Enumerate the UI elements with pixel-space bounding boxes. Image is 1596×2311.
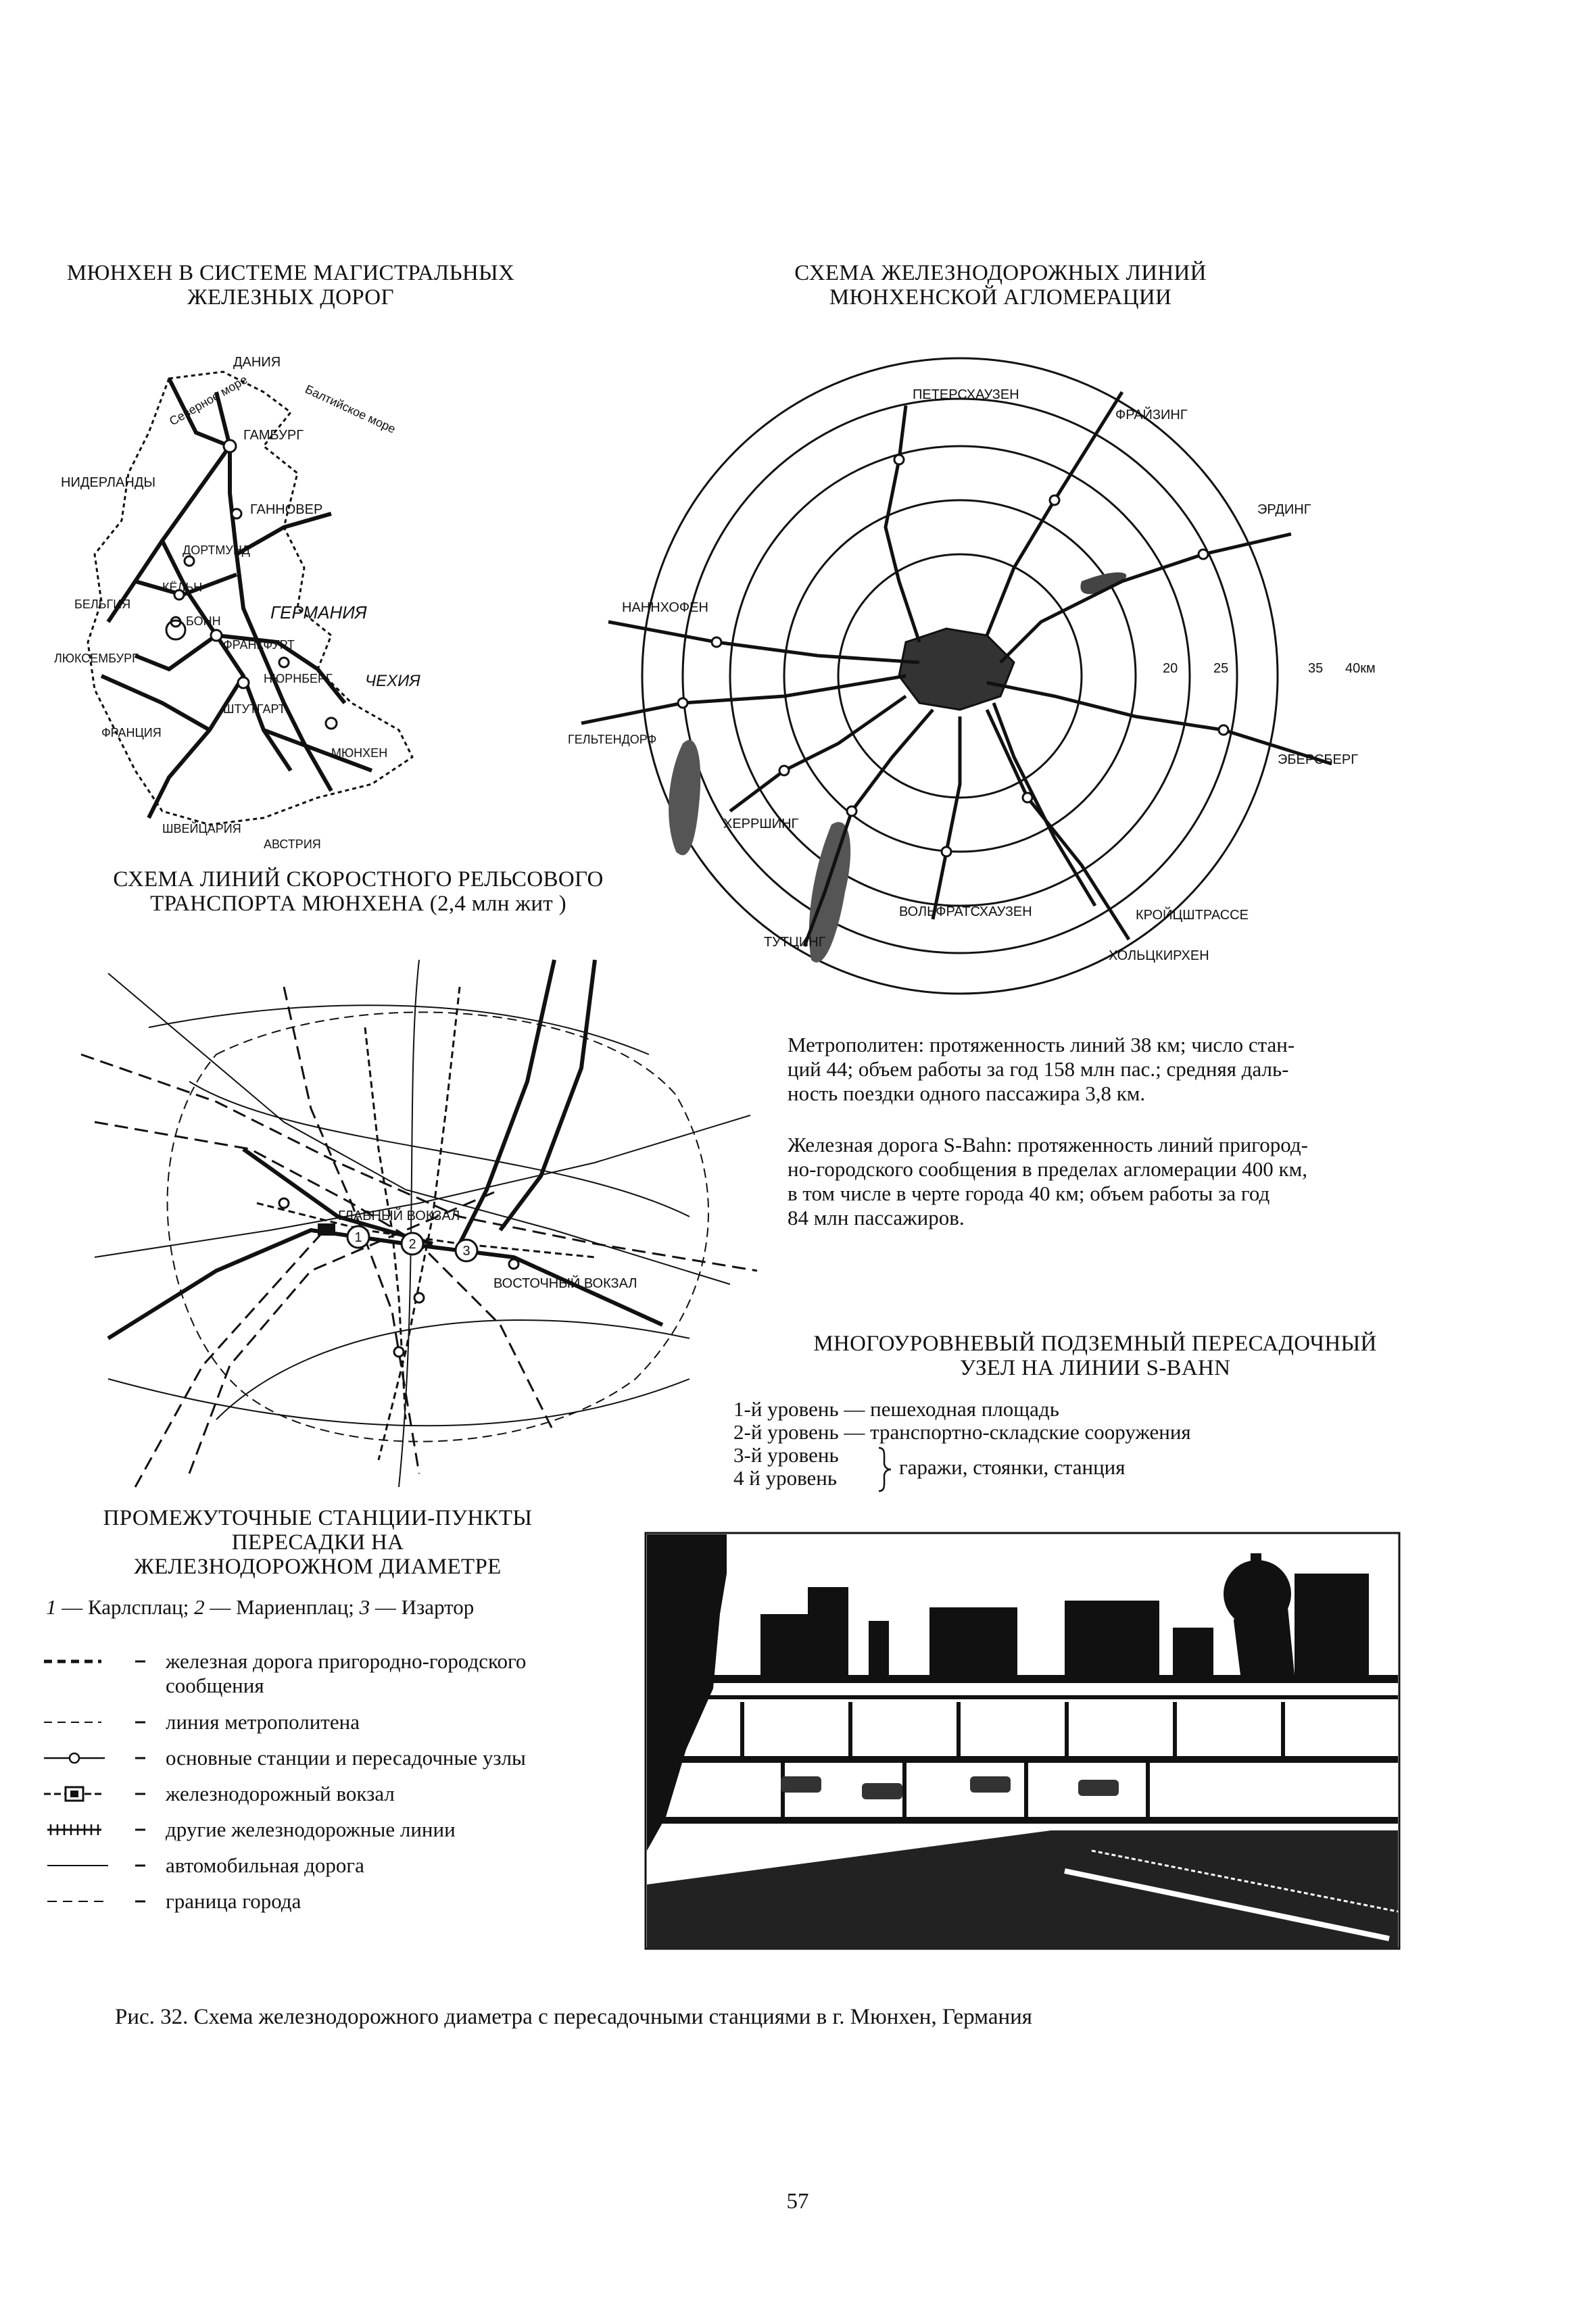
sbahn-line bbox=[886, 406, 919, 642]
rail-line bbox=[500, 960, 595, 1230]
road bbox=[216, 1320, 690, 1419]
rail-station-icon bbox=[44, 1782, 159, 1805]
legend-label: железная дорога пригородно-городского bbox=[166, 1649, 527, 1673]
city-dot bbox=[211, 630, 222, 641]
sbahn-stats-line: но-городского сообщения в пределах агломерации 400 км, bbox=[788, 1157, 1307, 1181]
sbahn-stats-line: в том числе в черте города 40 км; объем работы за год bbox=[788, 1182, 1270, 1205]
legend-label: основные станции и пересадочные узлы bbox=[166, 1746, 526, 1770]
figure-caption: Рис. 32. Схема железнодорожного диаметра с пересадочными станциями в г. Мюнхен, Германия bbox=[115, 2005, 1032, 2029]
map-label: ФРАЙЗИНГ bbox=[1115, 408, 1188, 422]
legend-item bbox=[44, 1818, 652, 1845]
rail-line bbox=[162, 541, 291, 771]
map-label: КРОЙЦШТРАССЕ bbox=[1136, 908, 1249, 923]
map-label: НИДЕРЛАНДЫ bbox=[61, 475, 156, 490]
map-label: АВСТРИЯ bbox=[264, 837, 321, 851]
road bbox=[95, 1115, 750, 1257]
legend-item bbox=[44, 1710, 652, 1737]
ring-label: 25 bbox=[1213, 661, 1229, 676]
munich-city-area bbox=[899, 629, 1014, 710]
sbahn-line bbox=[581, 676, 906, 723]
rail-line bbox=[149, 676, 243, 818]
map-label: ШТУТГАРТ bbox=[223, 702, 286, 716]
main-station-marker bbox=[318, 1223, 335, 1236]
station-dot bbox=[1050, 495, 1059, 505]
map-label: ГАННОВЕР bbox=[250, 502, 323, 517]
station-dot bbox=[414, 1293, 424, 1303]
transfer-station-icon bbox=[44, 1746, 159, 1769]
level-2: 2-й уровень — транспортно-складские сооружения bbox=[733, 1420, 1191, 1444]
lake-ammersee bbox=[669, 740, 700, 855]
map-label: ГЛАВНЫЙ ВОКЗАЛ bbox=[338, 1209, 460, 1223]
map-label: ГЕЛЬТЕНДОРФ bbox=[568, 733, 657, 746]
map-label: ГАМБУРГ bbox=[243, 428, 304, 443]
heading-line: ТРАНСПОРТА МЮНХЕНА (2,4 млн жит ) bbox=[150, 892, 566, 916]
map-label: НЮРНБЕРГ bbox=[264, 672, 333, 685]
station-dot bbox=[894, 455, 904, 464]
map-label: ЭРДИНГ bbox=[1257, 502, 1311, 517]
rail-line bbox=[101, 676, 210, 730]
city-boundary-icon bbox=[44, 1889, 159, 1912]
map-label: НАННХОФЕН bbox=[622, 600, 708, 615]
station-dot bbox=[942, 847, 951, 856]
heading-line: СХЕМА ЛИНИЙ СКОРОСТНОГО РЕЛЬСОВОГО bbox=[113, 867, 604, 892]
map-label: БЕЛЬГИЯ bbox=[74, 598, 131, 611]
map-label: Балтийское море bbox=[303, 382, 398, 436]
map-label: Северное море bbox=[167, 372, 250, 429]
map-label: КЁЛЬН bbox=[162, 581, 203, 594]
map-label: ФРАНКФУРТ bbox=[223, 638, 295, 652]
underground-node-illustration bbox=[646, 1533, 1399, 1949]
map-label: ДАНИЯ bbox=[233, 355, 281, 370]
city-dot bbox=[232, 509, 241, 518]
city-dot bbox=[326, 718, 337, 729]
other-rail-icon bbox=[44, 1818, 159, 1841]
map-label: ЭБЕРСБЕРГ bbox=[1278, 752, 1359, 767]
brace-icon bbox=[876, 1446, 892, 1492]
heading-rapid-transit bbox=[68, 867, 649, 916]
map-label: ВОСТОЧНЫЙ ВОКЗАЛ bbox=[493, 1276, 637, 1291]
map-label: ТУТЦИНГ bbox=[764, 935, 826, 950]
legend-label: автомобильная дорога bbox=[166, 1853, 364, 1877]
road-icon bbox=[44, 1853, 159, 1876]
map-label: ЛЮКСЕМБУРГ bbox=[54, 652, 139, 665]
legend-item bbox=[44, 1746, 652, 1773]
heading-intermediate bbox=[61, 1506, 575, 1579]
station-dot bbox=[847, 806, 856, 816]
sbahn-line bbox=[933, 716, 960, 919]
heading-line: МЮНХЕНСКОЙ АГЛОМЕРАЦИИ bbox=[829, 285, 1172, 310]
city-dot bbox=[224, 440, 236, 452]
sbahn-line bbox=[1000, 534, 1291, 662]
sbahn-line bbox=[135, 1230, 324, 1487]
metro-stats-line: ций 44; объем работы за год 158 млн пас.; средняя даль- bbox=[788, 1057, 1289, 1081]
legend-item bbox=[44, 1649, 652, 1676]
station-dot bbox=[712, 637, 721, 647]
legend-label-cont: сообщения bbox=[166, 1674, 264, 1697]
ring-label: 40км bbox=[1345, 661, 1376, 676]
sbahn-line bbox=[189, 1190, 500, 1474]
road bbox=[189, 1081, 690, 1217]
metro-stats bbox=[788, 1033, 1433, 1106]
station-name: — Мариенплац; bbox=[204, 1595, 360, 1619]
station-dot bbox=[279, 1198, 289, 1208]
level-4: 4 й уровень bbox=[733, 1466, 838, 1490]
station-name: — Карлсплац; bbox=[56, 1595, 195, 1619]
station-name: — Изартор bbox=[370, 1595, 475, 1619]
map-label: БОНН bbox=[186, 614, 221, 628]
station-number: 1 bbox=[354, 1230, 362, 1245]
city-transit-map bbox=[81, 946, 757, 1501]
agglomeration-map bbox=[568, 379, 1460, 1014]
suburban-rail-icon bbox=[44, 1649, 159, 1672]
station-dot bbox=[1023, 793, 1032, 802]
city-dot bbox=[185, 556, 194, 566]
metro-line-icon bbox=[44, 1710, 159, 1733]
legend-label: железнодорожный вокзал bbox=[166, 1782, 395, 1805]
city-boundary bbox=[168, 1013, 708, 1442]
heading-line: СХЕМА ЖЕЛЕЗНОДОРОЖНЫХ ЛИНИЙ bbox=[794, 261, 1207, 285]
station-num: 1 bbox=[46, 1595, 57, 1619]
sbahn-stats-line: 84 млн пассажиров. bbox=[788, 1206, 965, 1230]
map-label: ХЕРРШИНГ bbox=[723, 817, 799, 831]
map-label: ФРАНЦИЯ bbox=[101, 726, 162, 739]
heading-line: УЗЕЛ НА ЛИНИИ S-BAHN bbox=[959, 1356, 1231, 1380]
station-dot bbox=[779, 766, 789, 775]
germany-rail-map bbox=[54, 351, 500, 865]
ring-label: 35 bbox=[1308, 661, 1324, 676]
rail-line bbox=[237, 514, 331, 554]
legend-label: другие железнодорожные линии bbox=[166, 1818, 456, 1841]
dome bbox=[1224, 1560, 1291, 1628]
station-dot bbox=[394, 1347, 404, 1357]
sbahn-stats-line: Железная дорога S-Bahn: протяженность линий пригород- bbox=[788, 1133, 1308, 1157]
station-dot bbox=[1199, 550, 1208, 559]
road bbox=[149, 1005, 649, 1054]
sbahn-line bbox=[95, 1122, 554, 1433]
legend-item bbox=[44, 1782, 652, 1809]
metro-stats-line: ность поездки одного пассажира 3,8 км. bbox=[788, 1081, 1146, 1105]
map-label: ДОРТМУНД bbox=[183, 543, 251, 557]
map-label: ЧЕХИЯ bbox=[365, 672, 420, 690]
station-dot bbox=[1219, 725, 1228, 735]
level-3: 3-й уровень bbox=[733, 1443, 839, 1467]
rail-line bbox=[108, 446, 230, 622]
road bbox=[108, 1379, 690, 1426]
map-label: ГЕРМАНИЯ bbox=[270, 602, 367, 623]
map-label: ПЕТЕРСХАУЗЕН bbox=[913, 387, 1019, 402]
heading-line: ПРОМЕЖУТОЧНЫЕ СТАНЦИИ-ПУНКТЫ bbox=[103, 1506, 533, 1530]
heading-line: МЮНХЕН В СИСТЕМЕ МАГИСТРАЛЬНЫХ bbox=[66, 261, 515, 285]
level-1: 1-й уровень — пешеходная площадь bbox=[733, 1397, 1059, 1421]
station-dot bbox=[678, 698, 687, 708]
heading-munich-network bbox=[27, 261, 554, 310]
legend-item bbox=[44, 1853, 652, 1880]
station-dot bbox=[509, 1259, 518, 1269]
legend-label: граница города bbox=[166, 1889, 301, 1913]
legend-label: линия метрополитена bbox=[166, 1710, 360, 1734]
map-label: ШВЕЙЦАРИЯ bbox=[162, 822, 241, 835]
road bbox=[399, 960, 419, 1487]
map-label: МЮНХЕН bbox=[331, 746, 388, 760]
station-number: 3 bbox=[462, 1244, 470, 1259]
station-num: 2 bbox=[194, 1595, 205, 1619]
ring-label: 20 bbox=[1163, 661, 1178, 676]
sbahn-line bbox=[608, 622, 919, 662]
level-3-4-desc: гаражи, стоянки, станция bbox=[899, 1455, 1126, 1479]
heading-agglomeration bbox=[703, 261, 1298, 310]
sbahn-stats bbox=[788, 1133, 1433, 1230]
heading-line: МНОГОУРОВНЕВЫЙ ПОДЗЕМНЫЙ ПЕРЕСАДОЧНЫЙ bbox=[813, 1332, 1377, 1356]
station-num: 3 bbox=[359, 1595, 370, 1619]
heading-line: ЖЕЛЕЗНЫХ ДОРОГ bbox=[187, 285, 394, 310]
stations-caption bbox=[46, 1595, 654, 1620]
station-number: 2 bbox=[408, 1237, 416, 1252]
sbahn-line bbox=[730, 696, 906, 811]
heading-line: ЖЕЛЕЗНОДОРОЖНОМ ДИАМЕТРЕ bbox=[134, 1555, 502, 1579]
map-label: ВОЛЬФРАТСХАУЗЕН bbox=[899, 904, 1032, 919]
city-dot bbox=[238, 677, 249, 688]
legend-item bbox=[44, 1889, 652, 1916]
heading-line: ПЕРЕСАДКИ НА bbox=[231, 1530, 404, 1555]
city-dot bbox=[279, 658, 289, 667]
heading-multilevel bbox=[744, 1332, 1447, 1380]
level-list bbox=[733, 1398, 1409, 1444]
map-label: ХОЛЬЦКИРХЕН bbox=[1109, 948, 1209, 963]
sbahn-line bbox=[987, 683, 1332, 764]
page-number: 57 bbox=[786, 2189, 809, 2214]
metro-stats-line: Метрополитен: протяженность линий 38 км; число стан- bbox=[788, 1033, 1295, 1056]
